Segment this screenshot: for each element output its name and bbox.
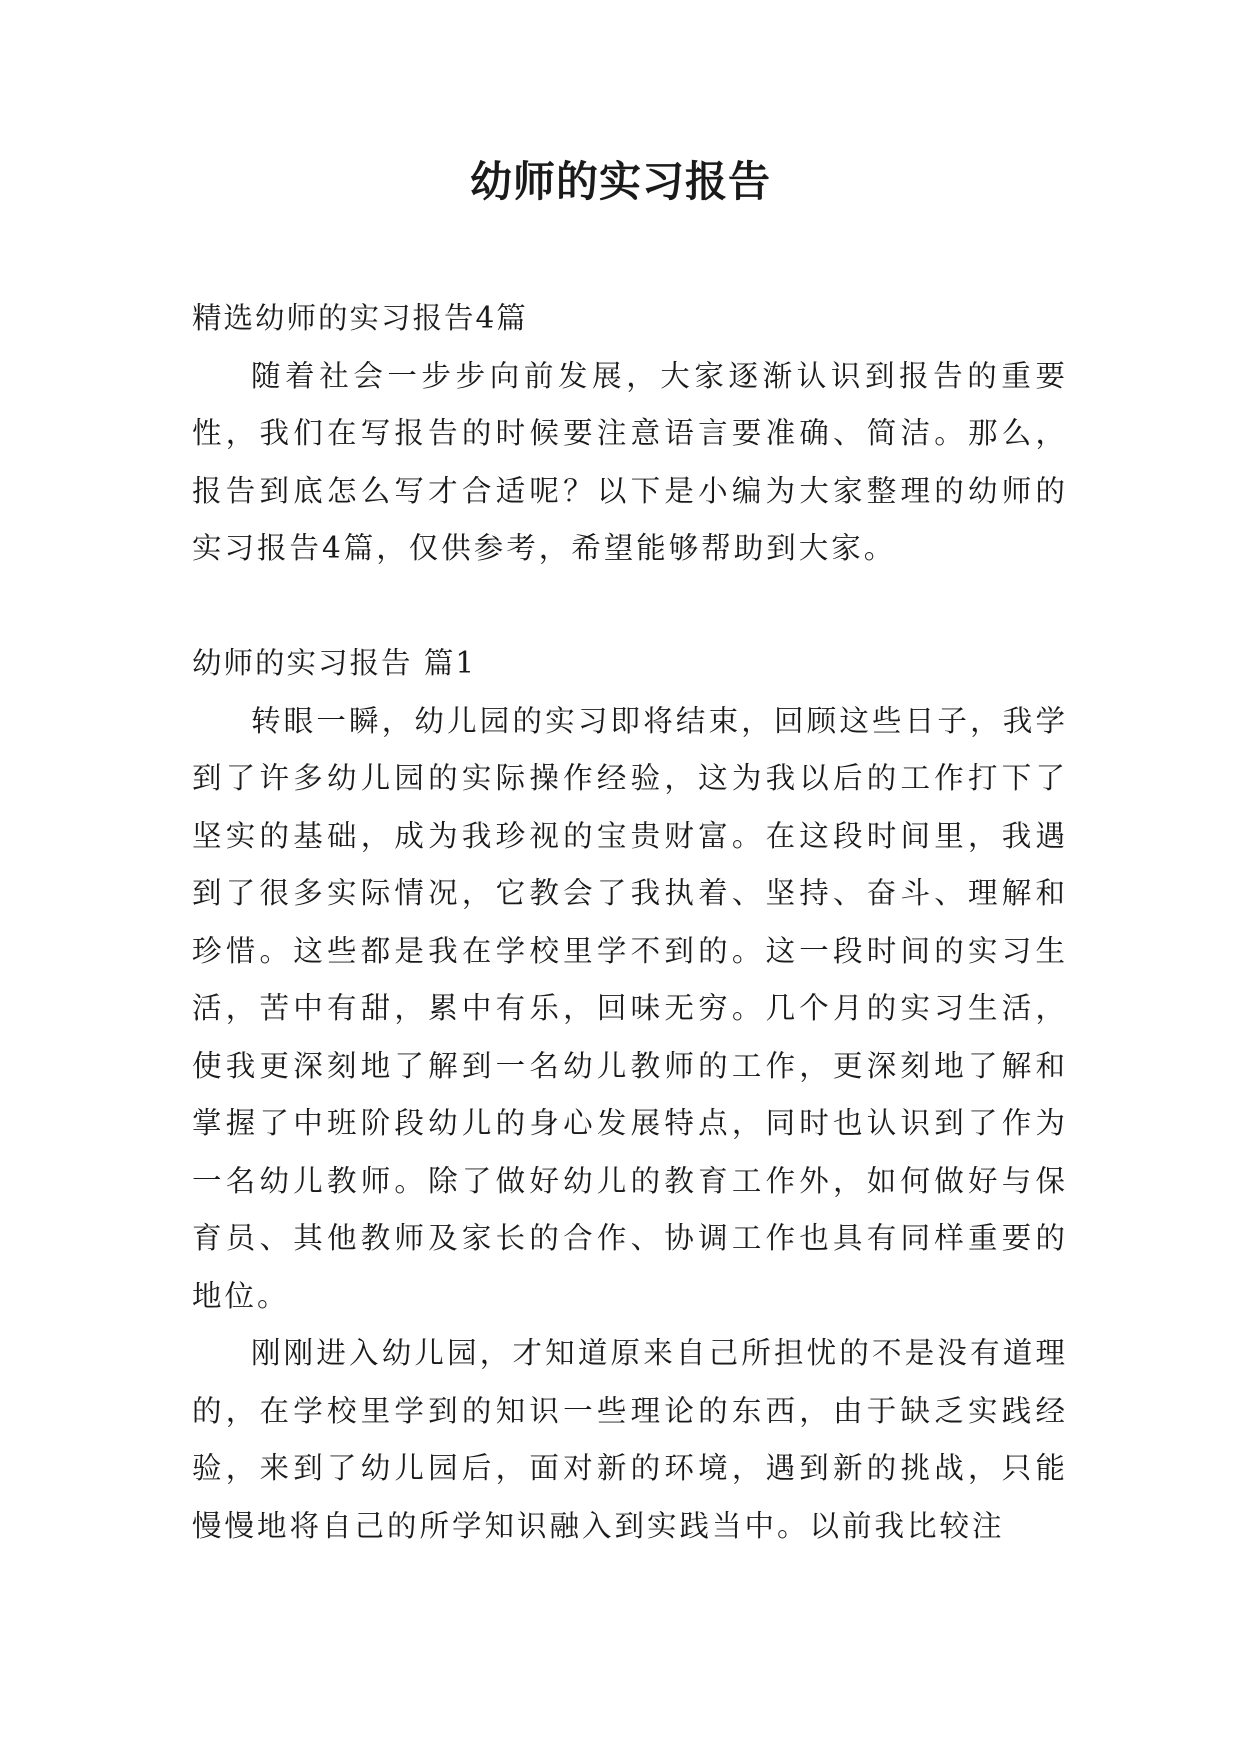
section-heading: 幼师的实习报告 篇1: [192, 646, 477, 680]
document-body: [192, 290, 1068, 1555]
intro-heading: 精选幼师的实习报告4篇: [192, 301, 528, 335]
section-spacer: [192, 578, 1068, 636]
document-title: 幼师的实习报告: [469, 157, 771, 206]
intro-paragraph: 随着社会一步步向前发展，大家逐渐认识到报告的重要性，我们在写报告的时候要注意语言要准确、简洁。那么，报告到底怎么写才合适呢？以下是小编为大家整理的幼师的实习报告4篇，仅供参考，希望能够帮助到大家。: [192, 358, 1068, 565]
body-paragraph: 刚刚进入幼儿园，才知道原来自己所担忧的不是没有道理的，在学校里学到的知识一些理论的东西，由于缺乏实践经验，来到了幼儿园后，面对新的环境，遇到新的挑战，只能慢慢地将自己的所学知识融入到实践当中。以前我比较注: [192, 1336, 1068, 1543]
body-paragraph: 转眼一瞬，幼儿园的实习即将结束，回顾这些日子，我学到了许多幼儿园的实际操作经验，这为我以后的工作打下了坚实的基础，成为我珍视的宝贵财富。在这段时间里，我遇到了很多实际情况，它教会了我执着、坚持、奋斗、理解和珍惜。这些都是我在学校里学不到的。这一段时间的实习生活，苦中有甜，累中有乐，回味无穷。几个月的实习生活，使我更深刻地了解到一名幼儿教师的工作，更深刻地了解和掌握了中班阶段幼儿的身心发展特点，同时也认识到了作为一名幼儿教师。除了做好幼儿的教育工作外，如何做好与保育员、其他教师及家长的合作、协调工作也具有同样重要的地位。: [192, 703, 1068, 1313]
